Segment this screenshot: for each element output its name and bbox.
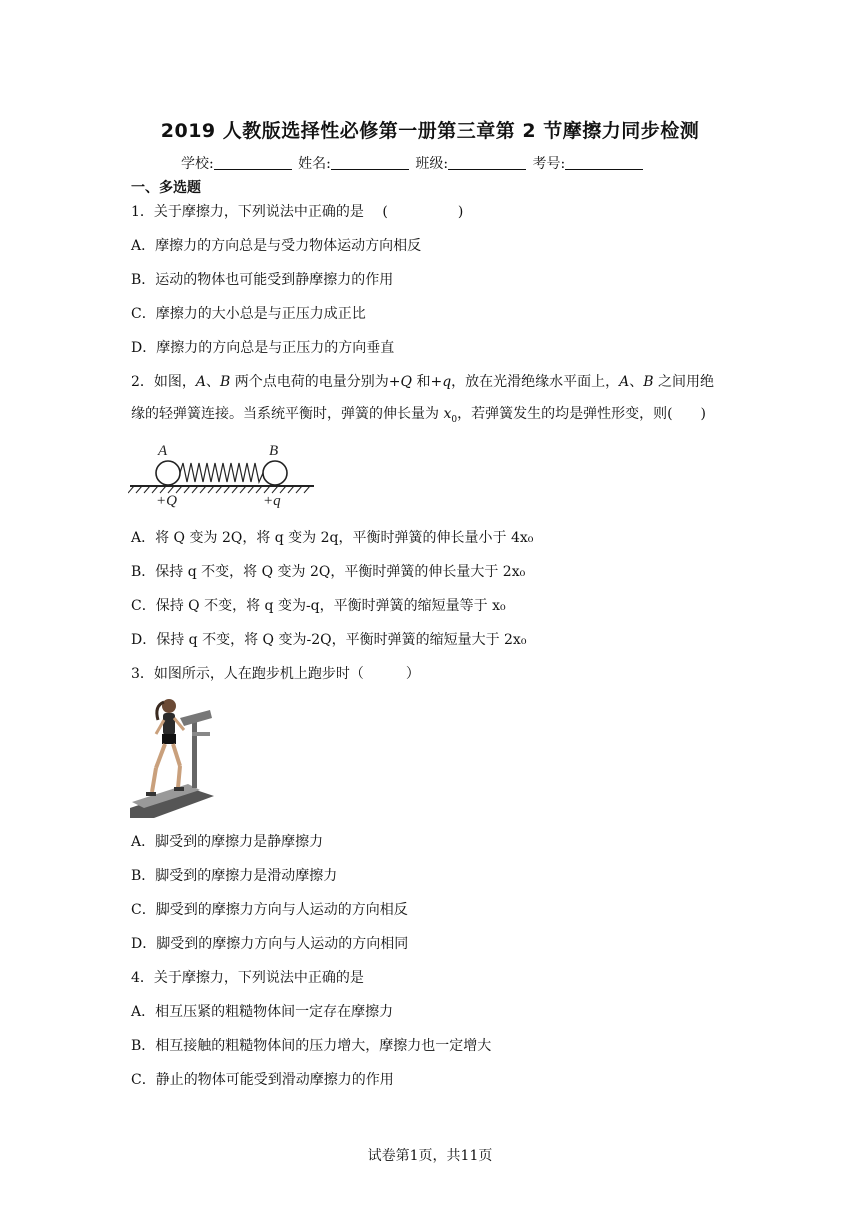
q2-option-b: B．保持 q 不变，将 Q 变为 2Q，平衡时弹簧的伸长量大于 2x₀	[131, 564, 526, 580]
q4-option-b: B．相互接触的粗糙物体间的压力增大，摩擦力也一定增大	[131, 1038, 492, 1054]
q2-option-d: D．保持 q 不变，将 Q 变为-2Q，平衡时弹簧的缩短量大于 2x₀	[131, 632, 527, 648]
q1-option-a: A．摩擦力的方向总是与受力物体运动方向相反	[131, 238, 422, 254]
label-b: B	[269, 443, 279, 459]
q2-stem-line2: 缘的轻弹簧连接。当系统平衡时，弹簧的伸长量为 $x_0$，若弹簧发生的均是弹性形变，则( )	[131, 406, 707, 425]
q3-option-d: D．脚受到的摩擦力方向与人运动的方向相同	[131, 936, 409, 952]
charge-b	[263, 461, 287, 485]
school-label: 学校:	[181, 156, 214, 172]
page-title: 2019 人教版选择性必修第一册第三章第 2 节摩擦力同步检测	[160, 120, 700, 142]
q2-stem-line1: 2．如图，A、B 两个点电荷的电量分别为+Q 和+q，放在光滑绝缘水平面上，A、B 之间用绝	[131, 374, 715, 390]
page-footer: 试卷第1页，共11页	[367, 1148, 493, 1164]
q3-option-b: B．脚受到的摩擦力是滑动摩擦力	[131, 868, 338, 884]
q4-stem: 4．关于摩擦力，下列说法中正确的是	[131, 970, 364, 986]
name-label: 姓名:	[298, 156, 331, 172]
q1-option-c: C．摩擦力的大小总是与正压力成正比	[131, 306, 366, 322]
q1-option-d: D．摩擦力的方向总是与正压力的方向垂直	[131, 340, 395, 356]
ground-hatching	[128, 486, 310, 493]
charge-a	[156, 461, 180, 485]
q2-option-a: A．将 Q 变为 2Q，将 q 变为 2q，平衡时弹簧的伸长量小于 4x₀	[131, 530, 534, 546]
number-label: 考号:	[532, 156, 566, 172]
label-plus-q-big: +Q	[156, 493, 177, 509]
label-a: A	[158, 443, 168, 459]
section-heading: 一、多选题	[131, 180, 201, 196]
spring	[180, 463, 263, 482]
q3-stem: 3．如图所示，人在跑步机上跑步时（ ）	[131, 666, 420, 682]
q1-option-b: B．运动的物体也可能受到静摩擦力的作用	[131, 272, 394, 288]
q2-option-c: C．保持 Q 不变，将 q 变为-q，平衡时弹簧的缩短量等于 x₀	[131, 598, 506, 614]
q4-option-c: C．静止的物体可能受到滑动摩擦力的作用	[131, 1072, 394, 1088]
class-blank[interactable]	[448, 155, 526, 170]
q3-option-c: C．脚受到的摩擦力方向与人运动的方向相反	[131, 902, 408, 918]
q4-option-a: A．相互压紧的粗糙物体间一定存在摩擦力	[131, 1004, 394, 1020]
school-blank[interactable]	[214, 155, 292, 170]
class-label: 班级:	[415, 156, 449, 172]
q1-stem: 1．关于摩擦力，下列说法中正确的是 ( )	[131, 204, 464, 220]
q3-option-a: A．脚受到的摩擦力是静摩擦力	[131, 834, 324, 850]
student-info-row	[181, 153, 645, 173]
spring-charges-figure	[128, 438, 320, 514]
name-blank[interactable]	[331, 155, 409, 170]
label-plus-q-small: +q	[263, 493, 281, 509]
treadmill-runner-image	[130, 696, 214, 818]
number-blank[interactable]	[565, 155, 643, 170]
